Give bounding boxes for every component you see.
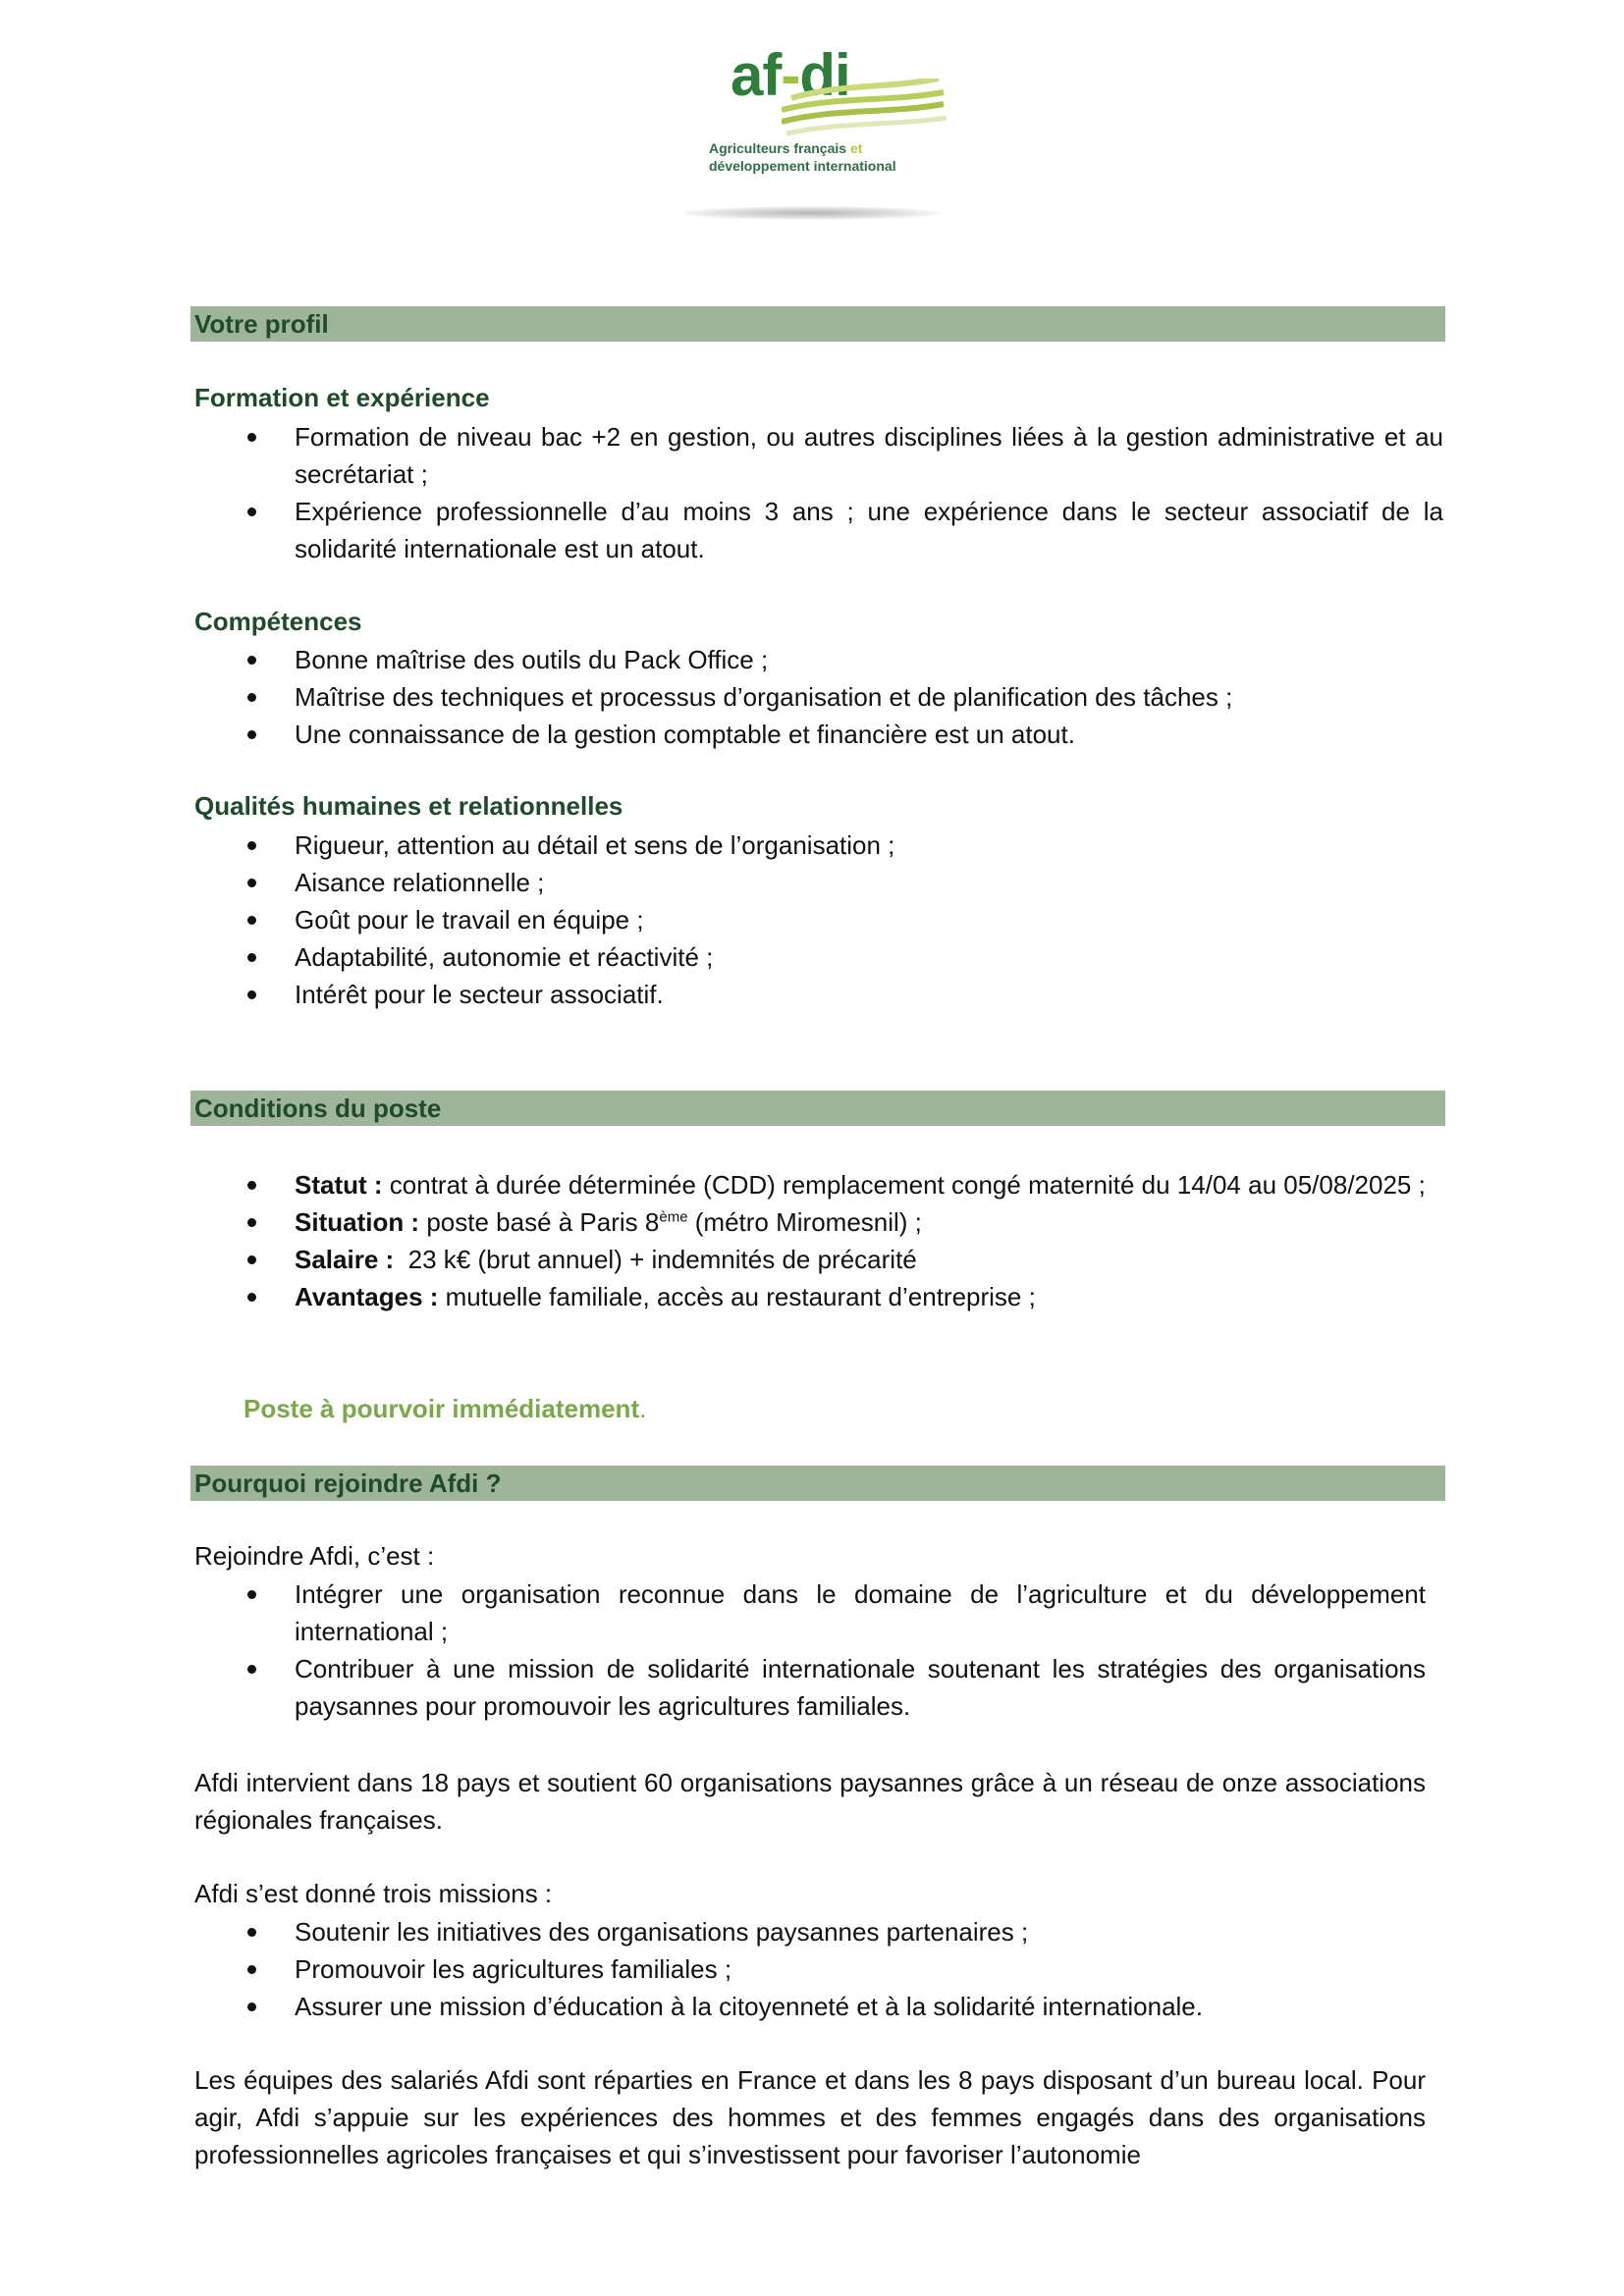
list-item-salaire <box>244 1241 1443 1278</box>
list-item-text: Bonne maîtrise des outils du Pack Office ; <box>295 645 769 674</box>
list-item-text: Intérêt pour le secteur associatif. <box>295 980 664 1009</box>
highlight-text: Poste à pourvoir immédiatement <box>244 1394 640 1423</box>
missions-list <box>244 1913 1443 2025</box>
condition-label: Statut : <box>295 1170 383 1200</box>
bullet-icon <box>247 2002 256 2011</box>
bullet-icon <box>247 990 256 999</box>
list-item <box>244 1988 1443 2025</box>
subsection-title-formation: Formation et expérience <box>194 383 490 412</box>
condition-label: Salaire : <box>295 1245 395 1274</box>
logo-tagline <box>709 139 925 175</box>
list-item-text: Assurer une mission d’éducation à la citoyenneté et à la solidarité internationale. <box>295 1992 1203 2021</box>
list-item <box>244 864 1443 901</box>
why-intro: Rejoindre Afdi, c’est : <box>194 1541 435 1571</box>
condition-text: (métro Miromesnil) ; <box>687 1207 922 1237</box>
condition-text: poste basé à Paris 8 <box>419 1207 660 1237</box>
list-item <box>244 976 1443 1013</box>
condition-text: mutuelle familiale, accès au restaurant d’entreprise ; <box>438 1282 1036 1311</box>
list-item-text: Intégrer une organisation reconnue dans le domaine de l’agriculture et du développement international ; <box>295 1579 1426 1646</box>
list-item <box>244 827 1443 864</box>
list-item-text: Expérience professionnelle d’au moins 3 ans ; une expérience dans le secteur associatif de la solidarité internationale est un atout. <box>295 497 1443 563</box>
list-item <box>244 938 1443 976</box>
section-title: Votre profil <box>194 309 329 339</box>
list-item-text: Contribuer à une mission de solidarité internationale soutenant les stratégies des organisations paysannes pour promouvoir les agricultures familiales. <box>295 1654 1426 1721</box>
condition-label: Situation : <box>295 1207 420 1237</box>
bullet-icon <box>247 1965 256 1974</box>
bullet-icon <box>247 1590 256 1599</box>
bullet-icon <box>247 1218 256 1227</box>
condition-label: Avantages : <box>295 1282 439 1311</box>
section-title: Conditions du poste <box>194 1094 442 1123</box>
competences-list <box>244 641 1443 753</box>
list-item-text: Rigueur, attention au détail et sens de l’organisation ; <box>295 830 895 860</box>
bullet-icon <box>247 1928 256 1937</box>
list-item-text: Promouvoir les agricultures familiales ; <box>295 1954 732 1984</box>
subsection-title-qualites: Qualités humaines et relationnelles <box>194 791 623 821</box>
list-item-text: Goût pour le travail en équipe ; <box>295 905 644 934</box>
list-item-statut <box>244 1166 1443 1203</box>
bullet-icon <box>247 1293 256 1302</box>
bullet-icon <box>247 730 256 739</box>
list-item <box>244 901 1443 938</box>
logo-name-dash: - <box>781 42 800 108</box>
logo-stripes-graphic <box>782 79 948 147</box>
list-item-text: Maîtrise des techniques et processus d’organisation et de planification des tâches ; <box>295 682 1233 712</box>
list-item <box>244 493 1443 567</box>
conditions-list <box>244 1166 1443 1315</box>
list-item <box>244 1950 1443 1988</box>
bullet-icon <box>247 693 256 702</box>
section-band-why <box>190 1466 1445 1501</box>
logo-shadow <box>681 206 941 220</box>
bullet-icon <box>247 841 256 850</box>
logo-name-part: di <box>799 42 850 108</box>
bullet-icon <box>247 656 256 665</box>
condition-text: contrat à durée déterminée (CDD) remplacement congé maternité du 14/04 au 05/08/2025 ; <box>382 1170 1426 1200</box>
list-item-text: Aisance relationnelle ; <box>295 868 545 897</box>
list-item-text: Soutenir les initiatives des organisations paysannes partenaires ; <box>295 1917 1029 1947</box>
bullet-icon <box>247 1181 256 1190</box>
bullet-icon <box>247 507 256 516</box>
logo-tagline-accent: et <box>849 140 863 156</box>
list-item <box>244 716 1443 753</box>
bullet-icon <box>247 1255 256 1264</box>
logo-tagline-text: Agriculteurs français <box>709 140 847 156</box>
logo-name-part: af <box>731 42 782 108</box>
why-list <box>244 1575 1426 1725</box>
logo-tagline-text: développement international <box>709 158 896 174</box>
bullet-icon <box>247 433 256 442</box>
condition-superscript: ème <box>659 1208 688 1226</box>
bullet-icon <box>247 953 256 962</box>
list-item-text: Une connaissance de la gestion comptable et financière est un atout. <box>295 720 1075 749</box>
missions-intro: Afdi s’est donné trois missions : <box>194 1879 553 1908</box>
formation-list <box>244 418 1443 567</box>
section-title: Pourquoi rejoindre Afdi ? <box>194 1468 502 1498</box>
afdi-network-paragraph: Afdi intervient dans 18 pays et soutient 60 organisations paysannes grâce à un réseau de onze associations régionales françaises. <box>194 1768 1426 1835</box>
list-item-avantages <box>244 1278 1443 1315</box>
list-item <box>244 678 1443 716</box>
condition-text: 23 k€ (brut annuel) + indemnités de précarité <box>394 1245 917 1274</box>
highlight-dot: . <box>639 1394 647 1423</box>
list-item-situation <box>244 1203 1443 1241</box>
list-item-text: Adaptabilité, autonomie et réactivité ; <box>295 942 714 972</box>
qualites-list <box>244 827 1443 1013</box>
list-item <box>244 1575 1426 1650</box>
list-item <box>244 1650 1426 1725</box>
afdi-logo <box>674 22 948 230</box>
section-band-conditions <box>190 1091 1445 1126</box>
subsection-title-competences: Compétences <box>194 607 362 636</box>
bullet-icon <box>247 1665 256 1674</box>
highlight-availability <box>244 1394 646 1423</box>
list-item <box>244 1913 1443 1950</box>
afdi-teams-paragraph: Les équipes des salariés Afdi sont réparties en France et dans les 8 pays disposant d’un bureau local. Pour agir, Afdi s’appuie sur les expériences des hommes et des femmes engagés dans des organisations professionnelles agricoles françaises et qui s’investissent pour favoriser l’autonomie <box>194 2065 1426 2169</box>
list-item-text: Formation de niveau bac +2 en gestion, ou autres disciplines liées à la gestion administrative et au secrétariat ; <box>295 422 1443 489</box>
section-band-profile <box>190 306 1445 342</box>
list-item <box>244 641 1443 678</box>
bullet-icon <box>247 879 256 887</box>
list-item <box>244 418 1443 493</box>
bullet-icon <box>247 916 256 925</box>
